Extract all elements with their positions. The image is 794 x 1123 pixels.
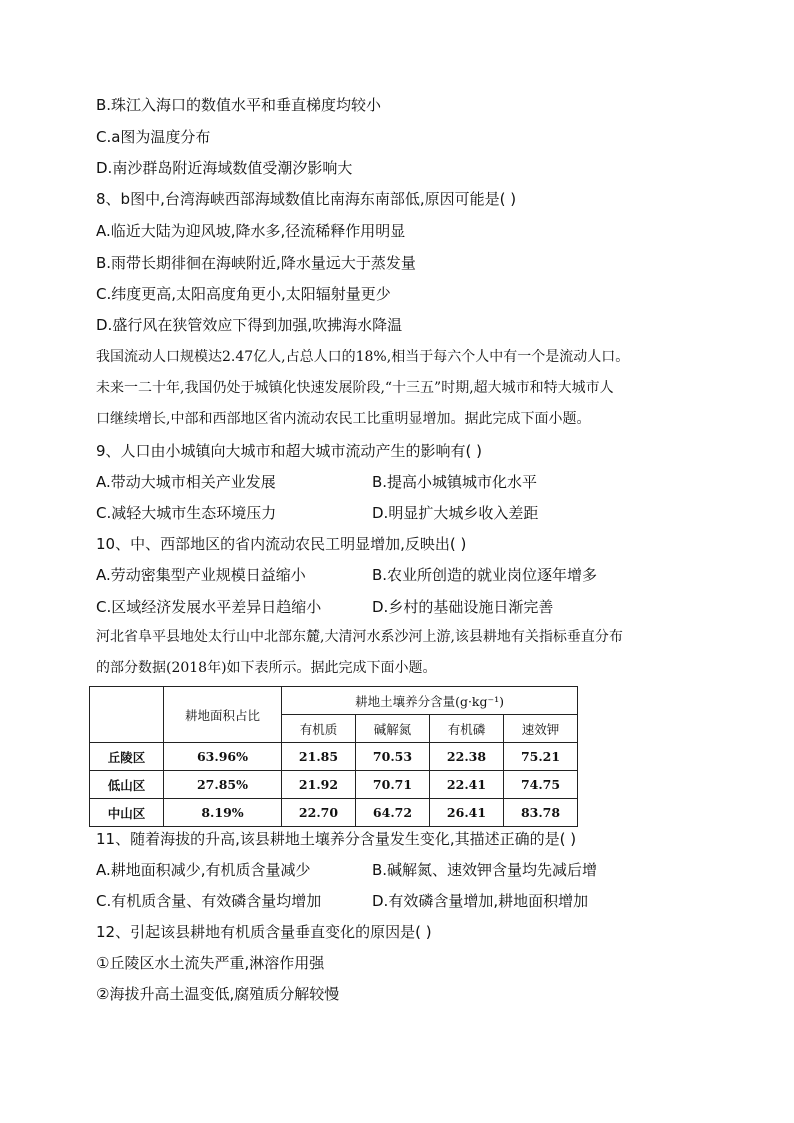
question-9-option-b: B.提高小城镇城市化水平	[372, 473, 538, 491]
question-10-option-a: A.劳动密集型产业规模日益缩小	[96, 566, 306, 584]
cell-value: 21.92	[282, 771, 356, 799]
question-12-statement-2: ②海拔升高土温变低,腐殖质分解较慢	[96, 985, 340, 1003]
question-9-stem: 9、人口由小城镇向大城市和超大城市流动产生的影响有( )	[96, 442, 483, 460]
question-8-stem: 8、b图中,台湾海峡西部海域数值比南海东南部低,原因可能是( )	[96, 190, 517, 208]
table-corner-cell	[90, 687, 164, 743]
row-label: 丘陵区	[90, 743, 164, 771]
cell-value: 21.85	[282, 743, 356, 771]
question-11-stem: 11、随着海拔的升高,该县耕地土壤养分含量发生变化,其描述正确的是( )	[96, 830, 577, 848]
cell-value: 22.70	[282, 799, 356, 827]
soil-nutrient-table	[89, 686, 578, 827]
cell-value: 64.72	[356, 799, 430, 827]
table-row	[90, 799, 578, 827]
question-8-option-d: D.盛行风在狭管效应下得到加强,吹拂海水降温	[96, 316, 403, 334]
passage-fuping-line-1: 河北省阜平县地处太行山中北部东麓,大清河水系沙河上游,该县耕地有关指标垂直分布	[96, 629, 623, 645]
passage-population-line-2: 未来一二十年,我国仍处于城镇化快速发展阶段,“十三五”时期,超大城市和特大城市人	[96, 380, 614, 396]
header-alkali-hydrolyzable-nitrogen: 碱解氮	[356, 715, 430, 743]
cell-area-share: 63.96%	[164, 743, 282, 771]
cell-value: 74.75	[504, 771, 578, 799]
header-soil-nutrient-content: 耕地土壤养分含量(g·kg⁻¹)	[282, 687, 578, 715]
cell-value: 70.71	[356, 771, 430, 799]
header-available-potassium: 速效钾	[504, 715, 578, 743]
line-q7-option-b: B.珠江入海口的数值水平和垂直梯度均较小	[96, 96, 382, 114]
header-organic-phosphorus: 有机磷	[430, 715, 504, 743]
cell-value: 70.53	[356, 743, 430, 771]
question-12-statement-1: ①丘陵区水土流失严重,淋溶作用强	[96, 954, 325, 972]
table-row	[90, 743, 578, 771]
question-8-option-a: A.临近大陆为迎风坡,降水多,径流稀释作用明显	[96, 222, 406, 240]
cell-value: 75.21	[504, 743, 578, 771]
passage-population-line-1: 我国流动人口规模达2.47亿人,占总人口的18%,相当于每六个人中有一个是流动人口。	[96, 349, 630, 365]
question-11-option-b: B.碱解氮、速效钾含量均先减后增	[372, 861, 598, 879]
question-11-option-c: C.有机质含量、有效磷含量均增加	[96, 892, 322, 910]
question-10-option-c: C.区域经济发展水平差异日趋缩小	[96, 598, 322, 616]
question-8-option-c: C.纬度更高,太阳高度角更小,太阳辐射量更少	[96, 285, 391, 303]
cell-value: 22.41	[430, 771, 504, 799]
line-q7-option-d: D.南沙群岛附近海域数值受潮汐影响大	[96, 159, 353, 177]
question-9-option-a: A.带动大城市相关产业发展	[96, 473, 276, 491]
question-9-option-c: C.减轻大城市生态环境压力	[96, 504, 277, 522]
cell-value: 22.38	[430, 743, 504, 771]
row-label: 低山区	[90, 771, 164, 799]
table-row	[90, 771, 578, 799]
question-10-stem: 10、中、西部地区的省内流动农民工明显增加,反映出( )	[96, 535, 467, 553]
question-12-stem: 12、引起该县耕地有机质含量垂直变化的原因是( )	[96, 923, 432, 941]
question-11-option-a: A.耕地面积减少,有机质含量减少	[96, 861, 311, 879]
question-8-option-b: B.雨带长期徘徊在海峡附近,降水量远大于蒸发量	[96, 254, 416, 272]
row-label: 中山区	[90, 799, 164, 827]
cell-area-share: 27.85%	[164, 771, 282, 799]
question-10-option-b: B.农业所创造的就业岗位逐年增多	[372, 566, 598, 584]
cell-area-share: 8.19%	[164, 799, 282, 827]
question-11-option-d: D.有效磷含量增加,耕地面积增加	[372, 892, 589, 910]
cell-value: 83.78	[504, 799, 578, 827]
question-9-option-d: D.明显扩大城乡收入差距	[372, 504, 539, 522]
cell-value: 26.41	[430, 799, 504, 827]
line-q7-option-c: C.a图为温度分布	[96, 128, 211, 146]
header-farmland-area-share: 耕地面积占比	[164, 687, 282, 743]
question-10-option-d: D.乡村的基础设施日渐完善	[372, 598, 554, 616]
header-organic-matter: 有机质	[282, 715, 356, 743]
passage-fuping-line-2: 的部分数据(2018年)如下表所示。据此完成下面小题。	[96, 660, 437, 676]
passage-population-line-3: 口继续增长,中部和西部地区省内流动农民工比重明显增加。据此完成下面小题。	[96, 411, 591, 427]
